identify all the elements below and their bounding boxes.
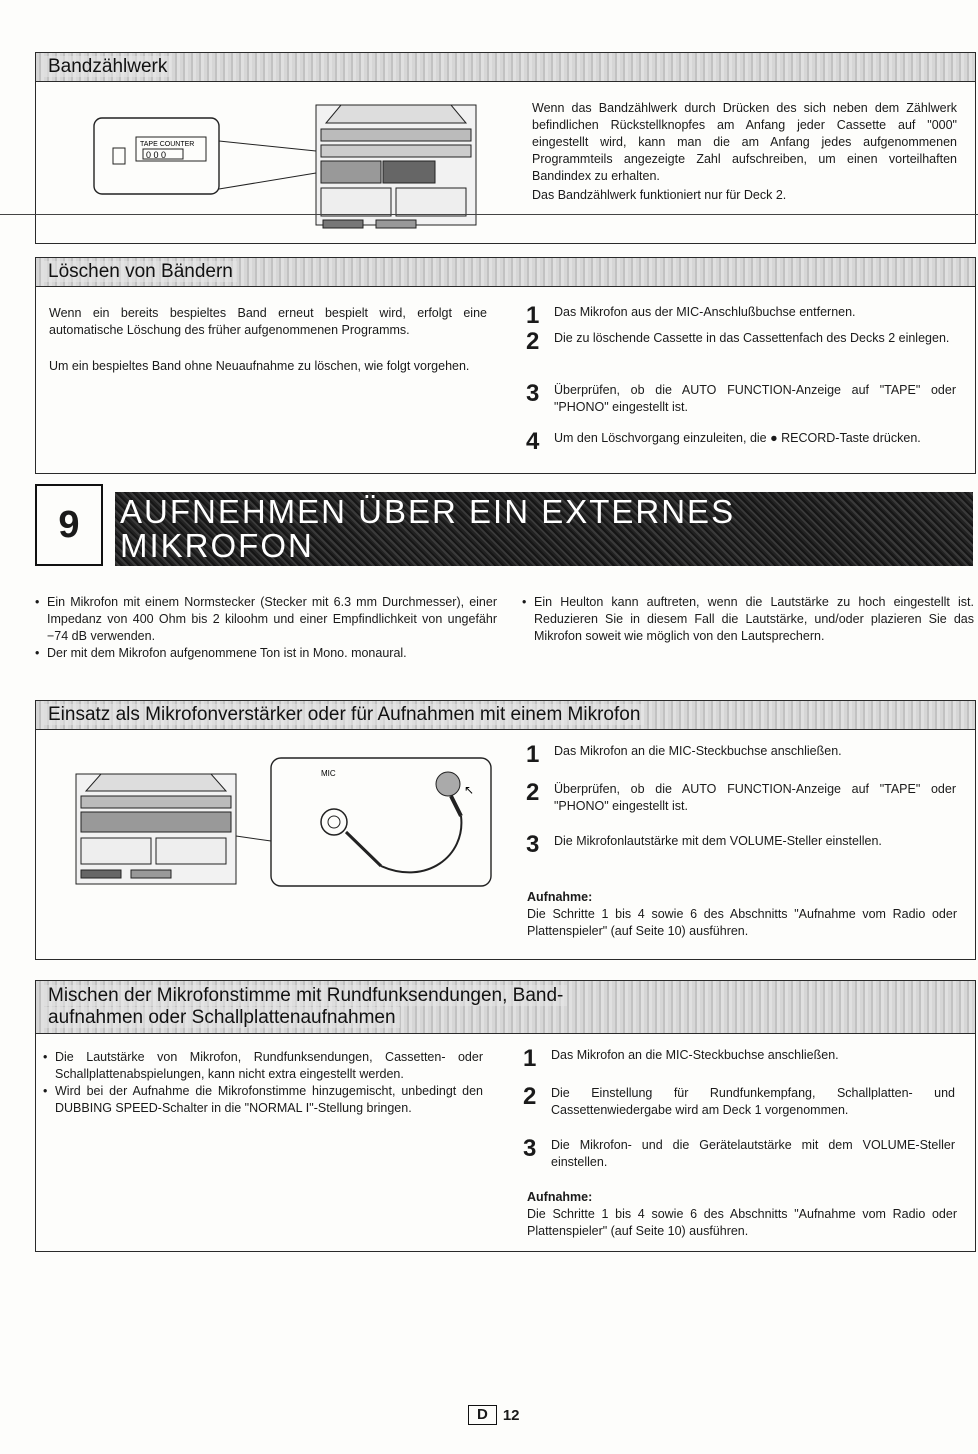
tape-counter-display: 0 0 0 <box>146 150 167 160</box>
tape-counter-text: Wenn das Bandzählwerk durch Drücken des sich neben dem Zählwerk befindlichen Rückstellknopfes am Anfang jeder Cassette auf "000" eingestellt wird, kann man die am Anfang jedes aufgenommenen Programmteils angezeigte Zahl aufschreiben, um einen vorteilhaften Bandindex zu erhalten. <box>532 101 957 183</box>
mix-step: 1 Das Mikrofon an die MIC-Steckbuchse anschließen. <box>523 1045 839 1072</box>
mix-step: 3 Die Mikrofon- und die Gerätelautstärke mit dem VOLUME-Steller einstellen. <box>523 1135 955 1169</box>
erase-step: 1 Das Mikrofon aus der MIC-Anschlußbuchse entfernen. <box>526 302 856 329</box>
recording-heading: Aufnahme: <box>527 1190 593 1204</box>
language-code: D <box>468 1405 497 1425</box>
erase-section <box>35 257 976 474</box>
erase-step: 4 Um den Löschvorgang einzuleiten, die ● RECORD-Taste drücken. <box>526 428 921 455</box>
intro-right <box>522 594 974 645</box>
mic-amp-step: 3 Die Mikrofonlautstärke mit dem VOLUME-Steller einstellen. <box>526 831 882 858</box>
tape-counter-section <box>35 52 976 244</box>
recording-heading: Aufnahme: <box>527 890 593 904</box>
section-heading: Löschen von Bändern <box>36 258 975 287</box>
recording-text: Die Schritte 1 bis 4 sowie 6 des Abschnitts "Aufnahme vom Radio oder Plattenspieler" (auf Seite 10) ausführen. <box>527 1207 957 1238</box>
tape-counter-illustration <box>91 93 491 243</box>
list-item: • Die Lautstärke von Mikrofon, Rundfunksendungen, Cassetten- oder Schallplattenabspielungen, kann nicht extra eingestellt werden. <box>43 1050 483 1081</box>
mix-section <box>35 980 976 1252</box>
list-item: • Ein Mikrofon mit einem Normstecker (Stecker mit 6.3 mm Durchmesser), einer Impedanz von 400 Ohm bis 2 kiloohm und einer Empfindlichkeit von ungefähr −74 dB verwenden. <box>35 595 497 643</box>
section-heading: Bandzählwerk <box>36 53 975 82</box>
erase-text-1: Wenn ein bereits bespieltes Band erneut bespielt wird, erfolgt eine automatische Löschung des früher aufgenommenen Programms. <box>49 306 487 337</box>
section-heading: Mischen der Mikrofonstimme mit Rundfunksendungen, Band- aufnahmen oder Schallplattenaufnahmen <box>36 981 975 1034</box>
chapter-number: 9 <box>35 484 103 566</box>
mic-amp-step: 2 Überprüfen, ob die AUTO FUNCTION-Anzeige auf "TAPE" oder "PHONO" eingestellt ist. <box>526 779 956 813</box>
intro-left <box>35 594 497 662</box>
recording-text: Die Schritte 1 bis 4 sowie 6 des Abschnitts "Aufnahme vom Radio oder Plattenspieler" (auf Seite 10) ausführen. <box>527 907 957 938</box>
mic-connection-illustration <box>66 746 516 896</box>
list-item: • Ein Heulton kann auftreten, wenn die Lautstärke zu hoch eingestellt ist. Reduzieren Sie in diesem Fall die Lautstärke, und/oder plazieren Sie das Mikrofon soweit wie möglich von den Lautsprechern. <box>522 595 974 643</box>
erase-text-2: Um ein bespieltes Band ohne Neuaufnahme zu löschen, wie folgt vorgehen. <box>49 359 470 373</box>
tape-counter-note: Das Bandzählwerk funktioniert nur für Deck 2. <box>532 188 787 202</box>
erase-step: 2 Die zu löschende Cassette in das Cassettenfach des Decks 2 einlegen. <box>526 328 950 355</box>
divider-line <box>0 214 978 215</box>
mix-step: 2 Die Einstellung für Rundfunkempfang, Schallplatten- und Cassettenwiedergabe wird am Deck 1 vorgenommen. <box>523 1083 955 1117</box>
mix-bullets <box>43 1049 483 1117</box>
erase-step: 3 Überprüfen, ob die AUTO FUNCTION-Anzeige auf "TAPE" oder "PHONO" eingestellt ist. <box>526 380 956 414</box>
mic-amp-step: 1 Das Mikrofon an die MIC-Steckbuchse anschließen. <box>526 741 842 768</box>
list-item: • Der mit dem Mikrofon aufgenommene Ton ist in Mono. monaural. <box>35 646 407 660</box>
page-number: 12 <box>502 1406 520 1424</box>
arrow-icon: ↖ <box>464 783 475 797</box>
list-item: • Wird bei der Aufnahme die Mikrofonstimme hinzugemischt, unbedingt den DUBBING SPEED-Schalter in die "NORMAL Ⅰ"-Stellung bringen. <box>43 1084 483 1115</box>
page-footer <box>468 1405 520 1425</box>
chapter-title-line-1: AUFNEHMEN ÜBER EIN EXTERNES <box>120 493 736 530</box>
tape-counter-label: TAPE COUNTER <box>140 141 195 148</box>
mic-label: MIC <box>321 769 336 778</box>
chapter-title-line-2: MIKROFON <box>120 527 314 564</box>
mic-amp-section <box>35 700 976 960</box>
section-heading: Einsatz als Mikrofonverstärker oder für Aufnahmen mit einem Mikrofon <box>36 701 975 730</box>
